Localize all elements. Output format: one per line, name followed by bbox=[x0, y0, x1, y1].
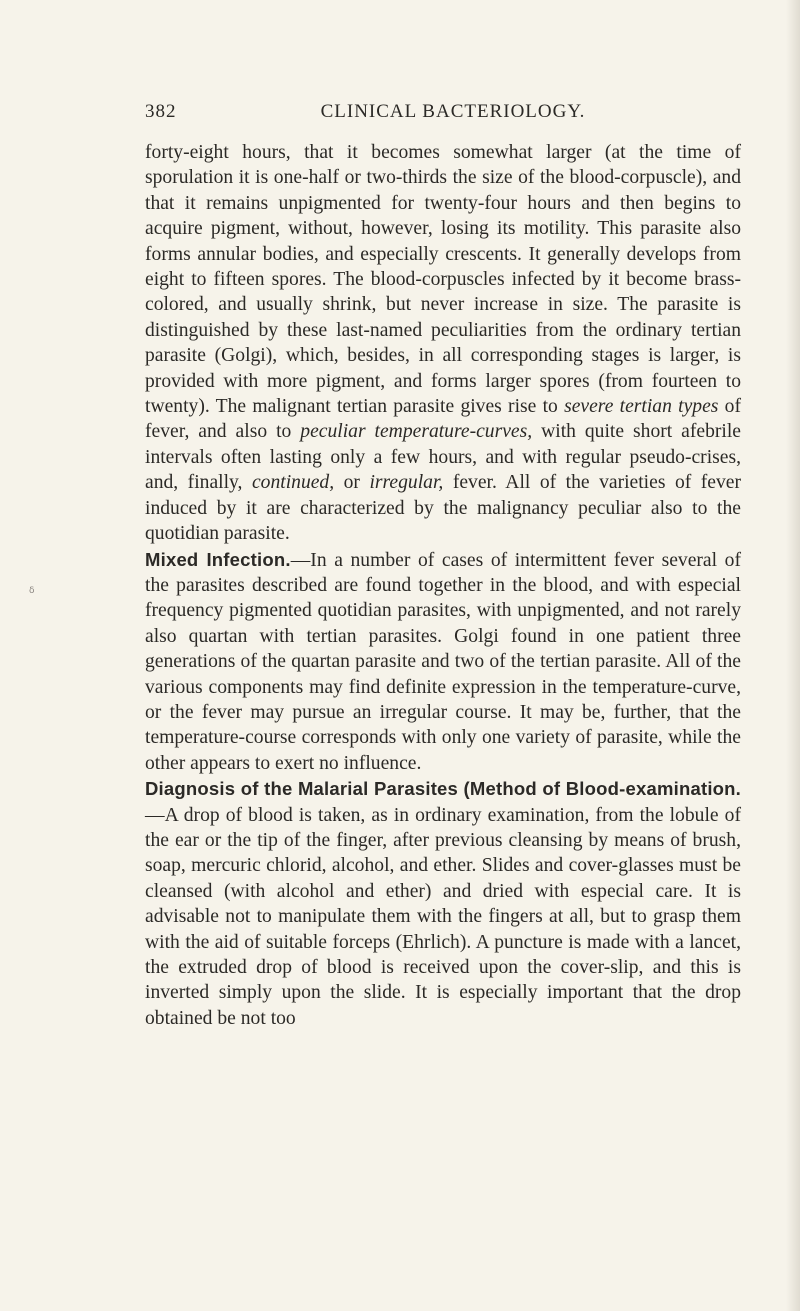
margin-speck: ẟ bbox=[29, 586, 35, 596]
paragraph-malignant-tertian: forty-eight hours, that it becomes somewhat larger (at the time of sporulation it is one-half or two-thirds the size of the blood-corpuscle), and that it remains unpigmented for twenty-four hours and then begins to acquire pigment, without, however, losing its motility. This parasite also forms annular bodies, and especially crescents. It generally develops from eight to fifteen spores. The blood-corpuscles infected by it become brass-colored, and usually shrink, but never increase in size. The parasite is distinguished by these last-named peculiarities from the ordinary tertian parasite (Golgi), which, besides, in all corresponding stages is larger, is provided with more pigment, and forms larger spores (from fourteen to twenty). The malignant tertian parasite gives rise to severe tertian types of fever, and also to peculiar temperature-curves, with quite short afebrile intervals often lasting only a few hours, and with regular pseudo-crises, and, finally, continued, or irregular, fever. All of the varieties of fever induced by it are characterized by the malignancy peculiar also to the quotidian parasite. bbox=[145, 142, 742, 545]
section-heading-diagnosis: Diagnosis of the Malarial Parasites (Method of Blood-examination. bbox=[145, 778, 741, 800]
running-title: CLINICAL BACTERIOLOGY. bbox=[320, 101, 586, 122]
italic-term: continued, bbox=[251, 472, 335, 494]
running-head bbox=[145, 101, 741, 131]
italic-term: peculiar temperature-curves, bbox=[300, 421, 533, 443]
italic-term: irregular, bbox=[369, 472, 444, 494]
paragraph-mixed-infection: Mixed Infection.—In a number of cases of intermittent fever several of the parasites described are found together in the blood, and with especial frequency pigmented quotidian parasites, with unpigmented, and not rarely also quartan with tertian parasites. Golgi found in one patient three generations of the quartan parasite and two of the tertian parasite. All of the various components may find definite expression in the temperature-curve, or the fever may pursue an irregular course. It may be, further, that the temperature-course corresponds with only one variety of parasite, while the other appears to exert no influence. bbox=[145, 548, 741, 774]
section-heading-mixed-infection: Mixed Infection. bbox=[145, 548, 291, 570]
italic-term: severe tertian types bbox=[564, 396, 719, 418]
page-edge-shadow bbox=[786, 0, 800, 1311]
paragraph-diagnosis: Diagnosis of the Malarial Parasites (Method of Blood-examination.—A drop of blood is taken, as in ordinary examination, from the lobule of the ear or the tip of the finger, after previous cleansing by means of brush, soap, mercuric chlorid, alcohol, and ether. Slides and cover-glasses must be cleansed (with alcohol and ether) and dried with especial care. It is advisable not to manipulate them with the fingers at all, but to grasp them with the aid of suitable forceps (Ehrlich). A puncture is made with a lancet, the extruded drop of blood is received upon the cover-slip, and this is inverted simply upon the slide. It is especially important that the drop obtained be not too bbox=[145, 778, 741, 1029]
body-text bbox=[145, 140, 741, 1031]
page-number: 382 bbox=[145, 101, 177, 122]
